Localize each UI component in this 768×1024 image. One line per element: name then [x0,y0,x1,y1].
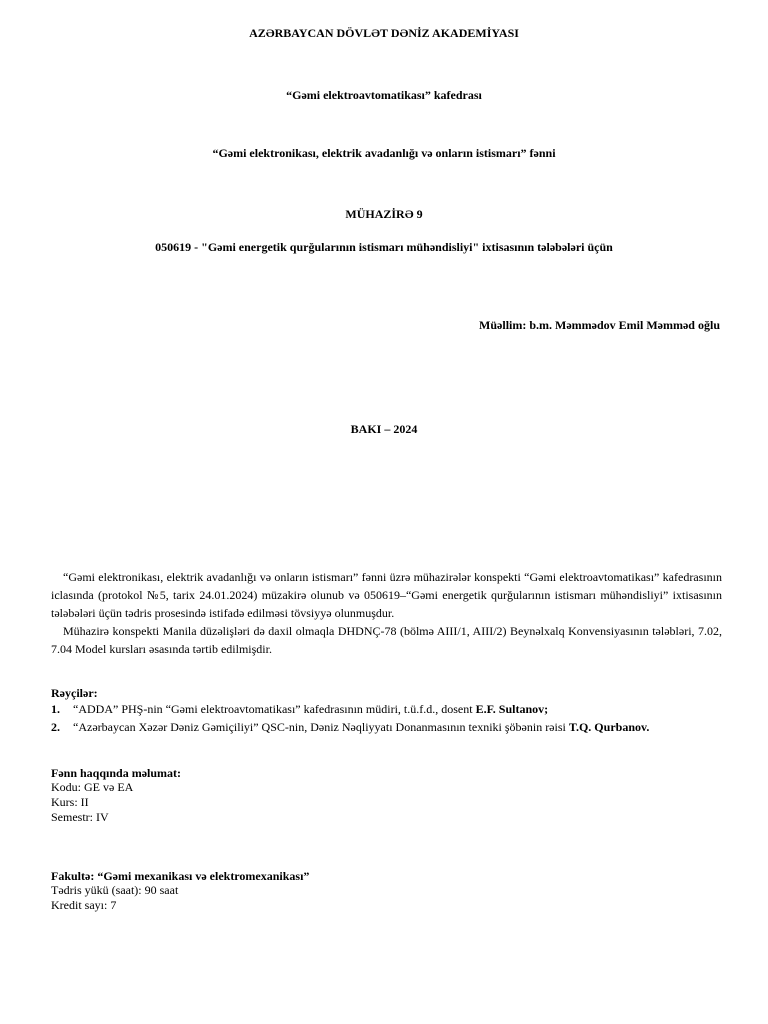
academy-title: AZƏRBAYCAN DÖVLƏT DƏNİZ AKADEMİYASI [249,26,519,40]
subject-title: “Gəmi elektronikası, elektrik avadanlığı və onların istismarı” fənni [212,146,556,160]
intro-paragraph-1: “Gəmi elektronikası, elektrik avadanlığı və onların istismarı” fənni üzrə mühazirələr konspekti “Gəmi elektroavtomatikası” kafedrasının iclasında (protokol №5, tarix 24.01.2024) müzakirə olunub və 050619–“Gəmi energetik qurğularının istismarı mühəndisliyi” ixtisasının tələbələri üçün tədris prosesində istifadə edilməsi tövsiyyə olunmuşdur. [51,570,722,620]
course-code: Kodu: GE və EA [51,780,134,794]
city-year: BAKI – 2024 [350,422,418,436]
intro-block [51,568,722,658]
reviewer-text: “Azərbaycan Xəzər Dəniz Gəmiçiliyi” QSC-nin, Dəniz Nəqliyyatı Donanmasının texniki şöbənin rəisi [73,720,569,734]
credit-count: Kredit sayı: 7 [51,898,117,912]
reviewer-number: 2. [51,720,60,734]
lecture-title: MÜHAZİRƏ 9 [345,207,423,221]
intro-paragraph-2: Mühazirə konspekti Manila düzəlişləri də daxil olmaqla DHDNÇ-78 (bölmə AIII/1, AIII/2) Beynəlxalq Konvensiyasının tələbləri, 7.02, 7.04 Model kursları əsasında tərtib edilmişdir. [51,624,722,656]
faculty-heading: Fakultə: “Gəmi mexanikası və elektromexanikası” [51,869,310,883]
specialty-title: 050619 - "Gəmi energetik qurğularının istismarı mühəndisliyi" ixtisasının tələbələri üçün [155,240,613,254]
reviewer-name: E.F. Sultanov; [475,702,549,716]
reviewer-item [51,701,548,717]
course-year: Kurs: II [51,795,89,809]
course-semester: Semestr: IV [51,810,109,824]
course-info-heading: Fənn haqqında məlumat: [51,766,182,780]
teaching-hours: Tədris yükü (saat): 90 saat [51,883,179,897]
reviewers-heading: Rəyçilər: [51,686,98,700]
reviewer-text: “ADDA” PHŞ-nin “Gəmi elektroavtomatikası” kafedrasının müdiri, t.ü.f.d., dosent [73,702,476,716]
department-title: “Gəmi elektroavtomatikası” kafedrası [286,88,482,102]
reviewer-item [51,719,649,735]
reviewer-number: 1. [51,702,60,716]
reviewer-name: T.Q. Qurbanov. [568,720,650,734]
teacher-name: Müəllim: b.m. Məmmədov Emil Məmməd oğlu [479,318,720,332]
